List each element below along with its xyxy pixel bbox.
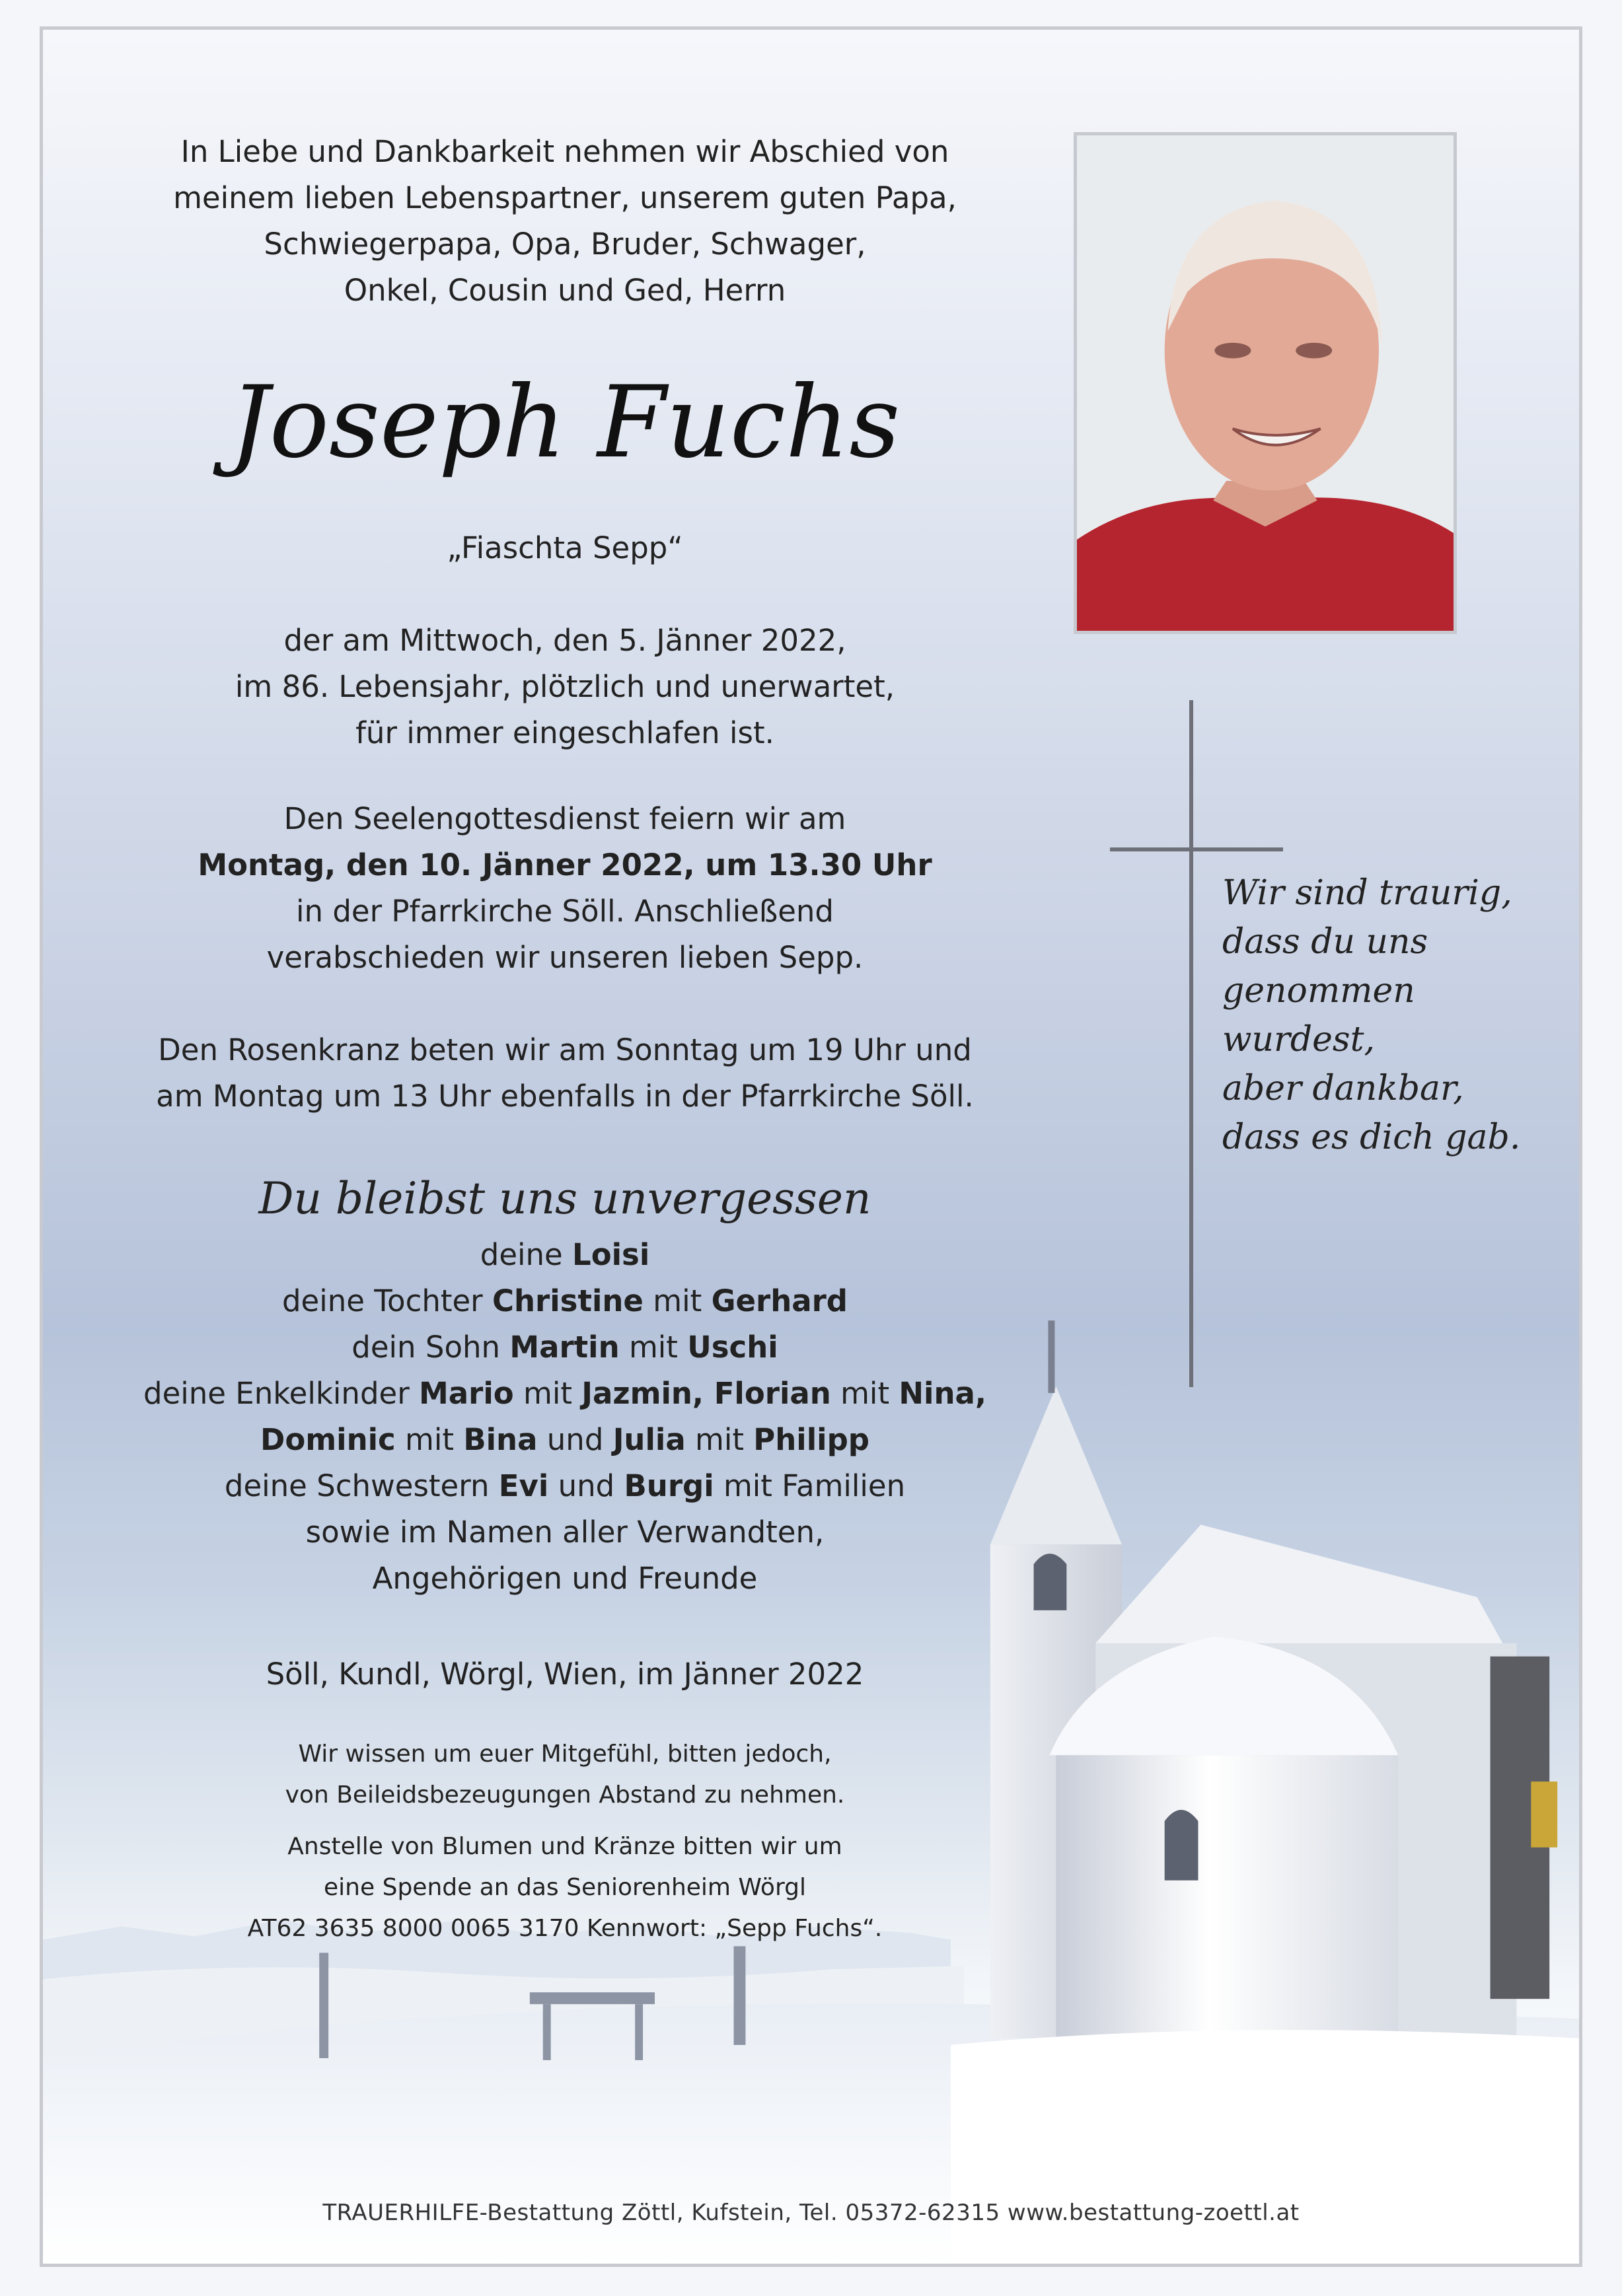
rosary-info (112, 1027, 1017, 1120)
intro-line: meinem lieben Lebenspartner, unserem guten Papa, (173, 180, 957, 215)
death-notice (112, 618, 1017, 756)
service-info (112, 796, 1017, 981)
poem-line: dass du uns (1222, 922, 1428, 962)
note-line: Anstelle von Blumen und Kränze bitten wir um (287, 1833, 842, 1860)
place-date: Söll, Kundl, Wörgl, Wien, im Jänner 2022 (266, 1657, 864, 1692)
service-line: in der Pfarrkirche Söll. Anschließend (296, 894, 834, 929)
rosary-line: am Montag um 13 Uhr ebenfalls in der Pfarrkirche Söll. (156, 1079, 974, 1114)
poem-line: dass es dich gab. (1222, 1118, 1521, 1157)
cross-vertical (1189, 700, 1193, 1387)
note-line: eine Spende an das Seniorenheim Wörgl (324, 1874, 806, 1901)
death-line: der am Mittwoch, den 5. Jänner 2022, (283, 623, 846, 658)
parte-card (40, 26, 1582, 2267)
nickname: „Fiaschta Sepp“ (447, 530, 683, 565)
funeral-home-footer: TRAUERHILFE-Bestattung Zöttl, Kufstein, Tel. 05372-62315 www.bestattung-zoettl.at (322, 2200, 1300, 2226)
poem-line: aber dankbar, (1222, 1069, 1464, 1108)
mourner-line: Dominic mit Bina und Julia mit Philipp (260, 1422, 869, 1457)
death-line: im 86. Lebensjahr, plötzlich und unerwartet, (235, 669, 895, 704)
intro-text (112, 129, 1017, 314)
service-line: verabschieden wir unseren lieben Sepp. (266, 940, 864, 975)
note-line: von Beileidsbezeugungen Abstand zu nehmen. (285, 1781, 845, 1809)
poem (1222, 869, 1566, 1162)
deceased-name: Joseph Fuchs (229, 365, 901, 480)
note-line: AT62 3635 8000 0065 3170 Kennwort: „Sepp Fuchs“. (247, 1915, 883, 1942)
intro-line: Onkel, Cousin und Ged, Herrn (344, 273, 786, 308)
mourner-line: deine Schwestern Evi und Burgi mit Familien (224, 1468, 906, 1503)
condolence-note (112, 1734, 1017, 1816)
intro-line: In Liebe und Dankbarkeit nehmen wir Abschied von (180, 134, 949, 169)
donation-note (112, 1826, 1017, 1949)
mourner-line: deine Loisi (480, 1237, 650, 1272)
mourner-line: deine Enkelkinder Mario mit Jazmin, Florian mit Nina, (143, 1376, 986, 1411)
poem-line: Wir sind traurig, (1222, 873, 1512, 913)
mourners-list (112, 1232, 1017, 1602)
mourner-line: deine Tochter Christine mit Gerhard (281, 1283, 848, 1318)
service-date: Montag, den 10. Jänner 2022, um 13.30 Uhr (198, 847, 932, 882)
mourner-line: sowie im Namen aller Verwandten, (305, 1515, 825, 1550)
cross-horizontal (1110, 847, 1283, 851)
service-line: Den Seelengottesdienst feiern wir am (283, 801, 846, 836)
note-line: Wir wissen um euer Mitgefühl, bitten jedoch, (298, 1740, 832, 1768)
mourner-line: Angehörigen und Freunde (372, 1561, 758, 1596)
rosary-line: Den Rosenkranz beten wir am Sonntag um 19 Uhr und (158, 1032, 972, 1067)
poem-line: genommen wurdest, (1222, 971, 1415, 1059)
death-line: für immer eingeschlafen ist. (355, 715, 774, 750)
farewell-heading: Du bleibst uns unvergessen (258, 1173, 871, 1224)
mourner-line: dein Sohn Martin mit Uschi (351, 1330, 778, 1365)
intro-line: Schwiegerpapa, Opa, Bruder, Schwager, (264, 227, 866, 262)
portrait-photo (1074, 132, 1457, 634)
portrait-image (1077, 135, 1454, 631)
